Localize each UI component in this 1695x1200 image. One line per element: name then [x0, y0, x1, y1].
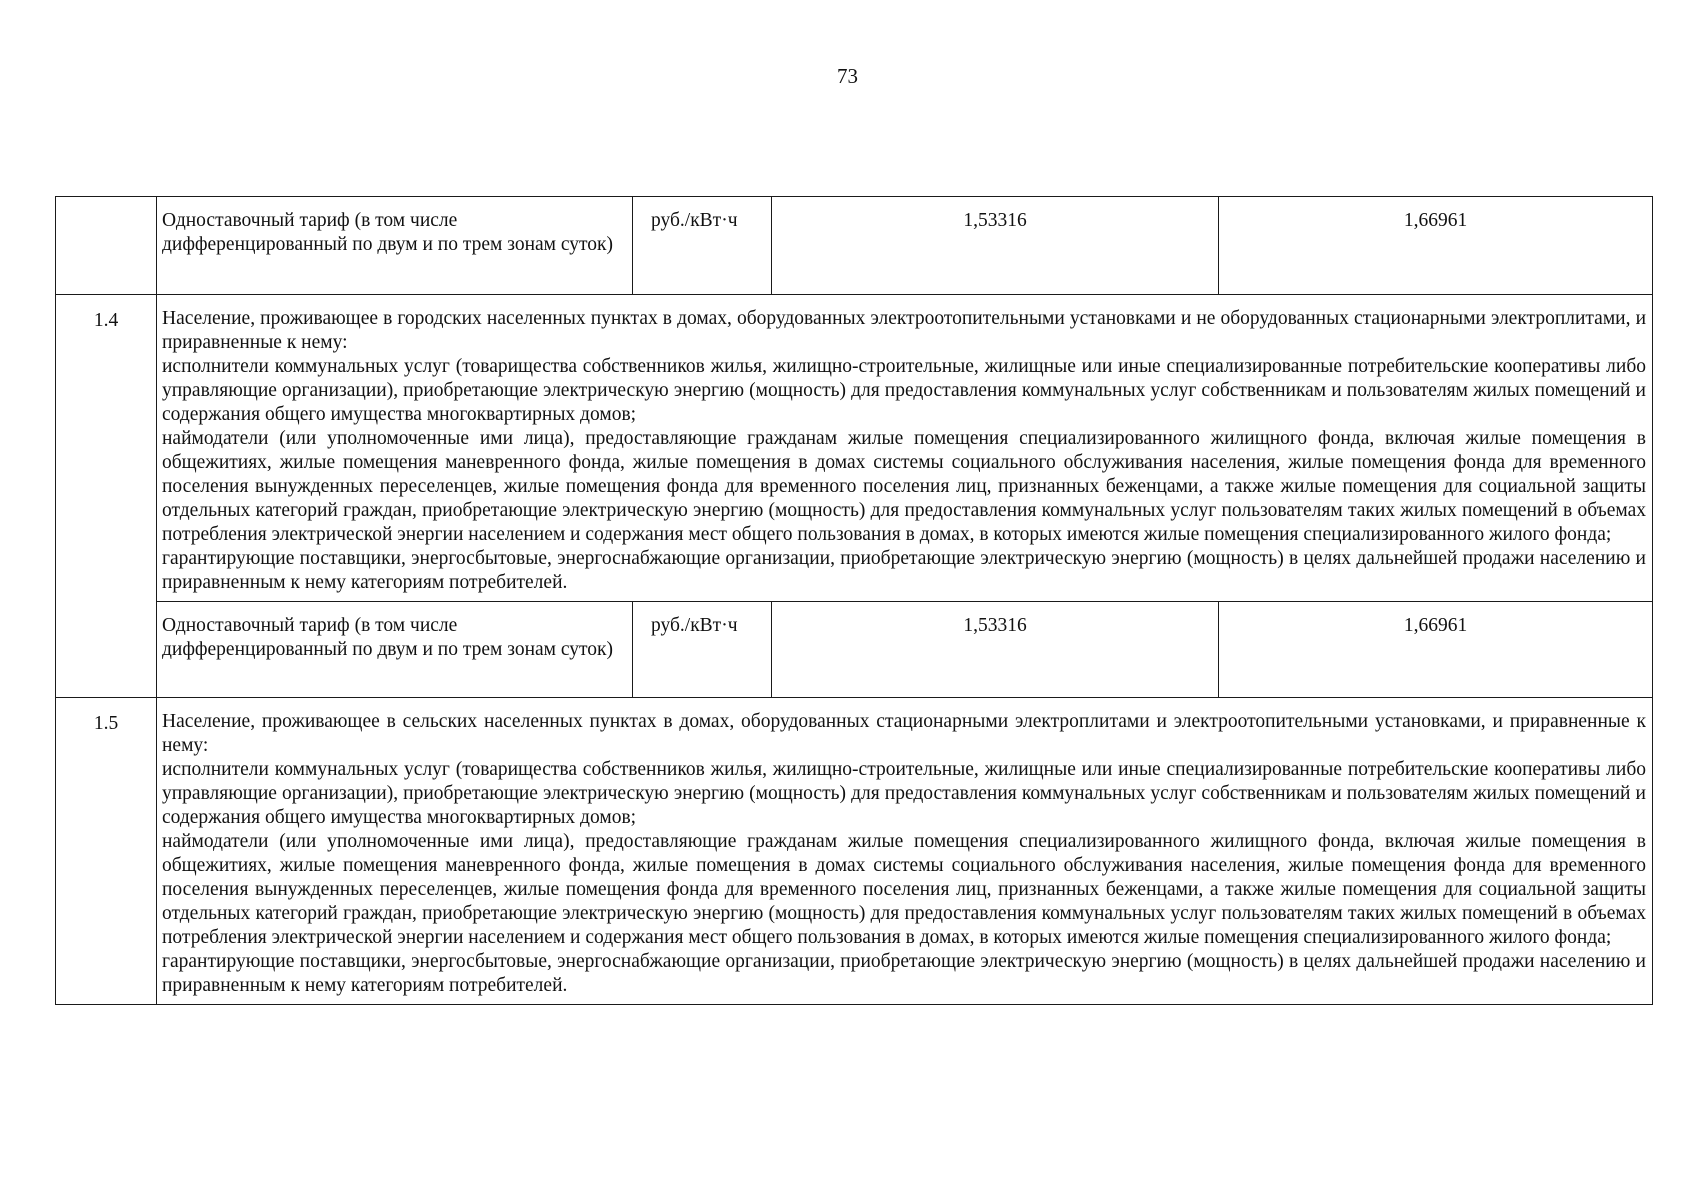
- unit-cell: руб./кВт·ч: [633, 197, 772, 295]
- category-description-cell: [157, 295, 1653, 602]
- category-paragraph: исполнители коммунальных услуг (товарищества собственников жилья, жилищно-строительные, жилищные или иные специализированные потребительские кооперативы либо управляющие организации), приобретающие электрическую энергию (мощность) для предоставления коммунальных услуг собственникам и пользователям жилых помещений и содержания общего имущества многоквартирных домов;: [162, 759, 1646, 828]
- category-description-row: [56, 295, 1653, 602]
- tariff-table: [55, 196, 1653, 1005]
- tariff-value-second-half: 1,66961: [1219, 197, 1653, 295]
- tariff-value-second-half: 1,66961: [1219, 602, 1653, 698]
- page-number: 73: [837, 64, 858, 88]
- row-number-cell: 1.5: [56, 698, 157, 1005]
- category-title-paragraph: Население, проживающее в сельских населенных пунктах в домах, оборудованных стационарными электроплитами и электроотопительными установками, и приравненные к нему:: [162, 711, 1646, 756]
- category-paragraph: гарантирующие поставщики, энергосбытовые, энергоснабжающие организации, приобретающие электрическую энергию (мощность) в целях дальнейшей продажи населению и приравненным к нему категориям потребителей.: [162, 951, 1646, 996]
- row-number-cell: 1.4: [56, 295, 157, 698]
- tariff-name-cell: Одноставочный тариф (в том числе дифференцированный по двум и по трем зонам суток): [157, 602, 633, 698]
- tariff-value-first-half: 1,53316: [772, 602, 1219, 698]
- category-title-paragraph: Население, проживающее в городских населенных пунктах в домах, оборудованных электроотопительными установками и не оборудованных стационарными электроплитами, и приравненные к нему:: [162, 308, 1646, 353]
- tariff-name-cell: Одноставочный тариф (в том числе дифференцированный по двум и по трем зонам суток): [157, 197, 633, 295]
- tariff-row: [56, 197, 1653, 295]
- category-paragraph: наймодатели (или уполномоченные ими лица), предоставляющие гражданам жилые помещения специализированного жилищного фонда, включая жилые помещения в общежитиях, жилые помещения маневренного фонда, жилые помещения в домах системы социального обслуживания населения, жилые помещения фонда для временного поселения вынужденных переселенцев, жилые помещения фонда для временного поселения лиц, признанных беженцами, а также жилые помещения для социальной защиты отдельных категорий граждан, приобретающие электрическую энергию (мощность) для предоставления коммунальных услуг пользователям таких жилых помещений в объемах потребления электрической энергии населением и содержания мест общего пользования в домах, в которых имеются жилые помещения специализированного жилого фонда;: [162, 428, 1646, 545]
- category-paragraph: гарантирующие поставщики, энергосбытовые, энергоснабжающие организации, приобретающие электрическую энергию (мощность) в целях дальнейшей продажи населению и приравненным к нему категориям потребителей.: [162, 548, 1646, 593]
- category-paragraph: наймодатели (или уполномоченные ими лица), предоставляющие гражданам жилые помещения специализированного жилищного фонда, включая жилые помещения в общежитиях, жилые помещения маневренного фонда, жилые помещения в домах системы социального обслуживания населения, жилые помещения фонда для временного поселения вынужденных переселенцев, жилые помещения фонда для временного поселения лиц, признанных беженцами, а также жилые помещения для социальной защиты отдельных категорий граждан, приобретающие электрическую энергию (мощность) для предоставления коммунальных услуг пользователям таких жилых помещений в объемах потребления электрической энергии населением и содержания мест общего пользования в домах, в которых имеются жилые помещения специализированного жилого фонда;: [162, 831, 1646, 948]
- category-paragraph: исполнители коммунальных услуг (товарищества собственников жилья, жилищно-строительные, жилищные или иные специализированные потребительские кооперативы либо управляющие организации), приобретающие электрическую энергию (мощность) для предоставления коммунальных услуг собственникам и пользователям жилых помещений и содержания общего имущества многоквартирных домов;: [162, 356, 1646, 425]
- tariff-row: [56, 602, 1653, 698]
- tariff-value-first-half: 1,53316: [772, 197, 1219, 295]
- category-description-cell: [157, 698, 1653, 1005]
- unit-cell: руб./кВт·ч: [633, 602, 772, 698]
- category-description-row: [56, 698, 1653, 1005]
- row-number-cell: [56, 197, 157, 295]
